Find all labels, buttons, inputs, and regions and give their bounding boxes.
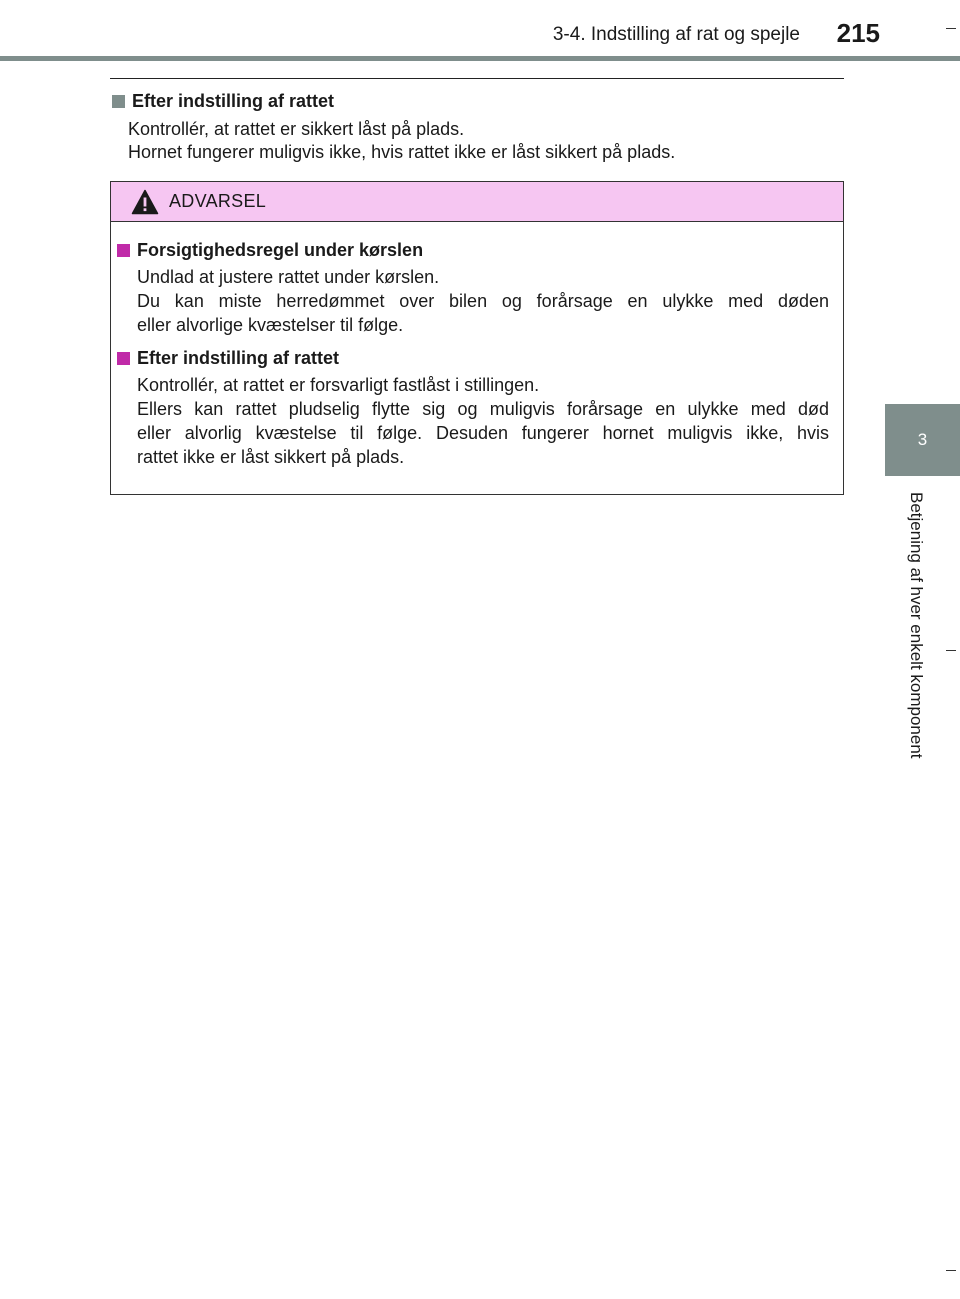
warning-item — [117, 347, 829, 469]
header-rule — [0, 56, 960, 61]
chapter-tab — [885, 404, 960, 476]
warning-title: ADVARSEL — [169, 191, 267, 211]
square-bullet-icon — [117, 352, 130, 365]
warning-header — [111, 182, 843, 222]
chapter-title-vertical: Betjening af hver enkelt komponent — [907, 492, 926, 759]
content-top-rule — [110, 78, 844, 79]
body-line: Undlad at justere rattet under kørslen. — [137, 267, 440, 287]
chapter-number: 3 — [917, 430, 928, 449]
intro-section — [110, 90, 850, 164]
warning-item-body — [117, 373, 829, 469]
warning-box — [110, 181, 844, 495]
warning-content — [111, 222, 843, 469]
square-bullet-icon — [117, 244, 130, 257]
warning-item-heading-text: Efter indstilling af rattet — [137, 348, 340, 368]
body-line: rattet ikke er låst sikkert på plads. — [137, 447, 405, 467]
body-line: eller alvorlige kvæstelser til følge. — [137, 315, 404, 335]
crop-mark — [946, 650, 956, 651]
body-line: eller alvorlig kvæstelse til følge. Desuden fungerer hornet muligvis ikke, hvis — [137, 423, 829, 443]
warning-item-heading — [117, 347, 829, 369]
body-line: Hornet fungerer muligvis ikke, hvis rattet ikke er låst sikkert på plads. — [128, 142, 676, 162]
section-heading-text: Efter indstilling af rattet — [132, 91, 335, 111]
page-number: 215 — [836, 18, 880, 48]
body-line: Kontrollér, at rattet er forsvarligt fastlåst i stillingen. — [137, 375, 540, 395]
square-bullet-icon — [112, 95, 125, 108]
warning-item-heading-text: Forsigtighedsregel under kørslen — [137, 240, 424, 260]
section-heading — [110, 90, 850, 112]
body-line: Ellers kan rattet pludselig flytte sig og muligvis forårsage en ulykke med død — [137, 399, 829, 419]
body-line: Kontrollér, at rattet er sikkert låst på plads. — [128, 119, 465, 139]
crop-mark — [946, 28, 956, 29]
warning-item — [117, 239, 829, 337]
section-body — [110, 118, 850, 164]
warning-triangle-icon — [131, 189, 159, 215]
crop-mark — [946, 1270, 956, 1271]
warning-item-body — [117, 265, 829, 337]
body-line: Du kan miste herredømmet over bilen og forårsage en ulykke med døden — [137, 291, 829, 311]
running-header-title: 3-4. Indstilling af rat og spejle — [552, 24, 800, 45]
warning-item-heading — [117, 239, 829, 261]
